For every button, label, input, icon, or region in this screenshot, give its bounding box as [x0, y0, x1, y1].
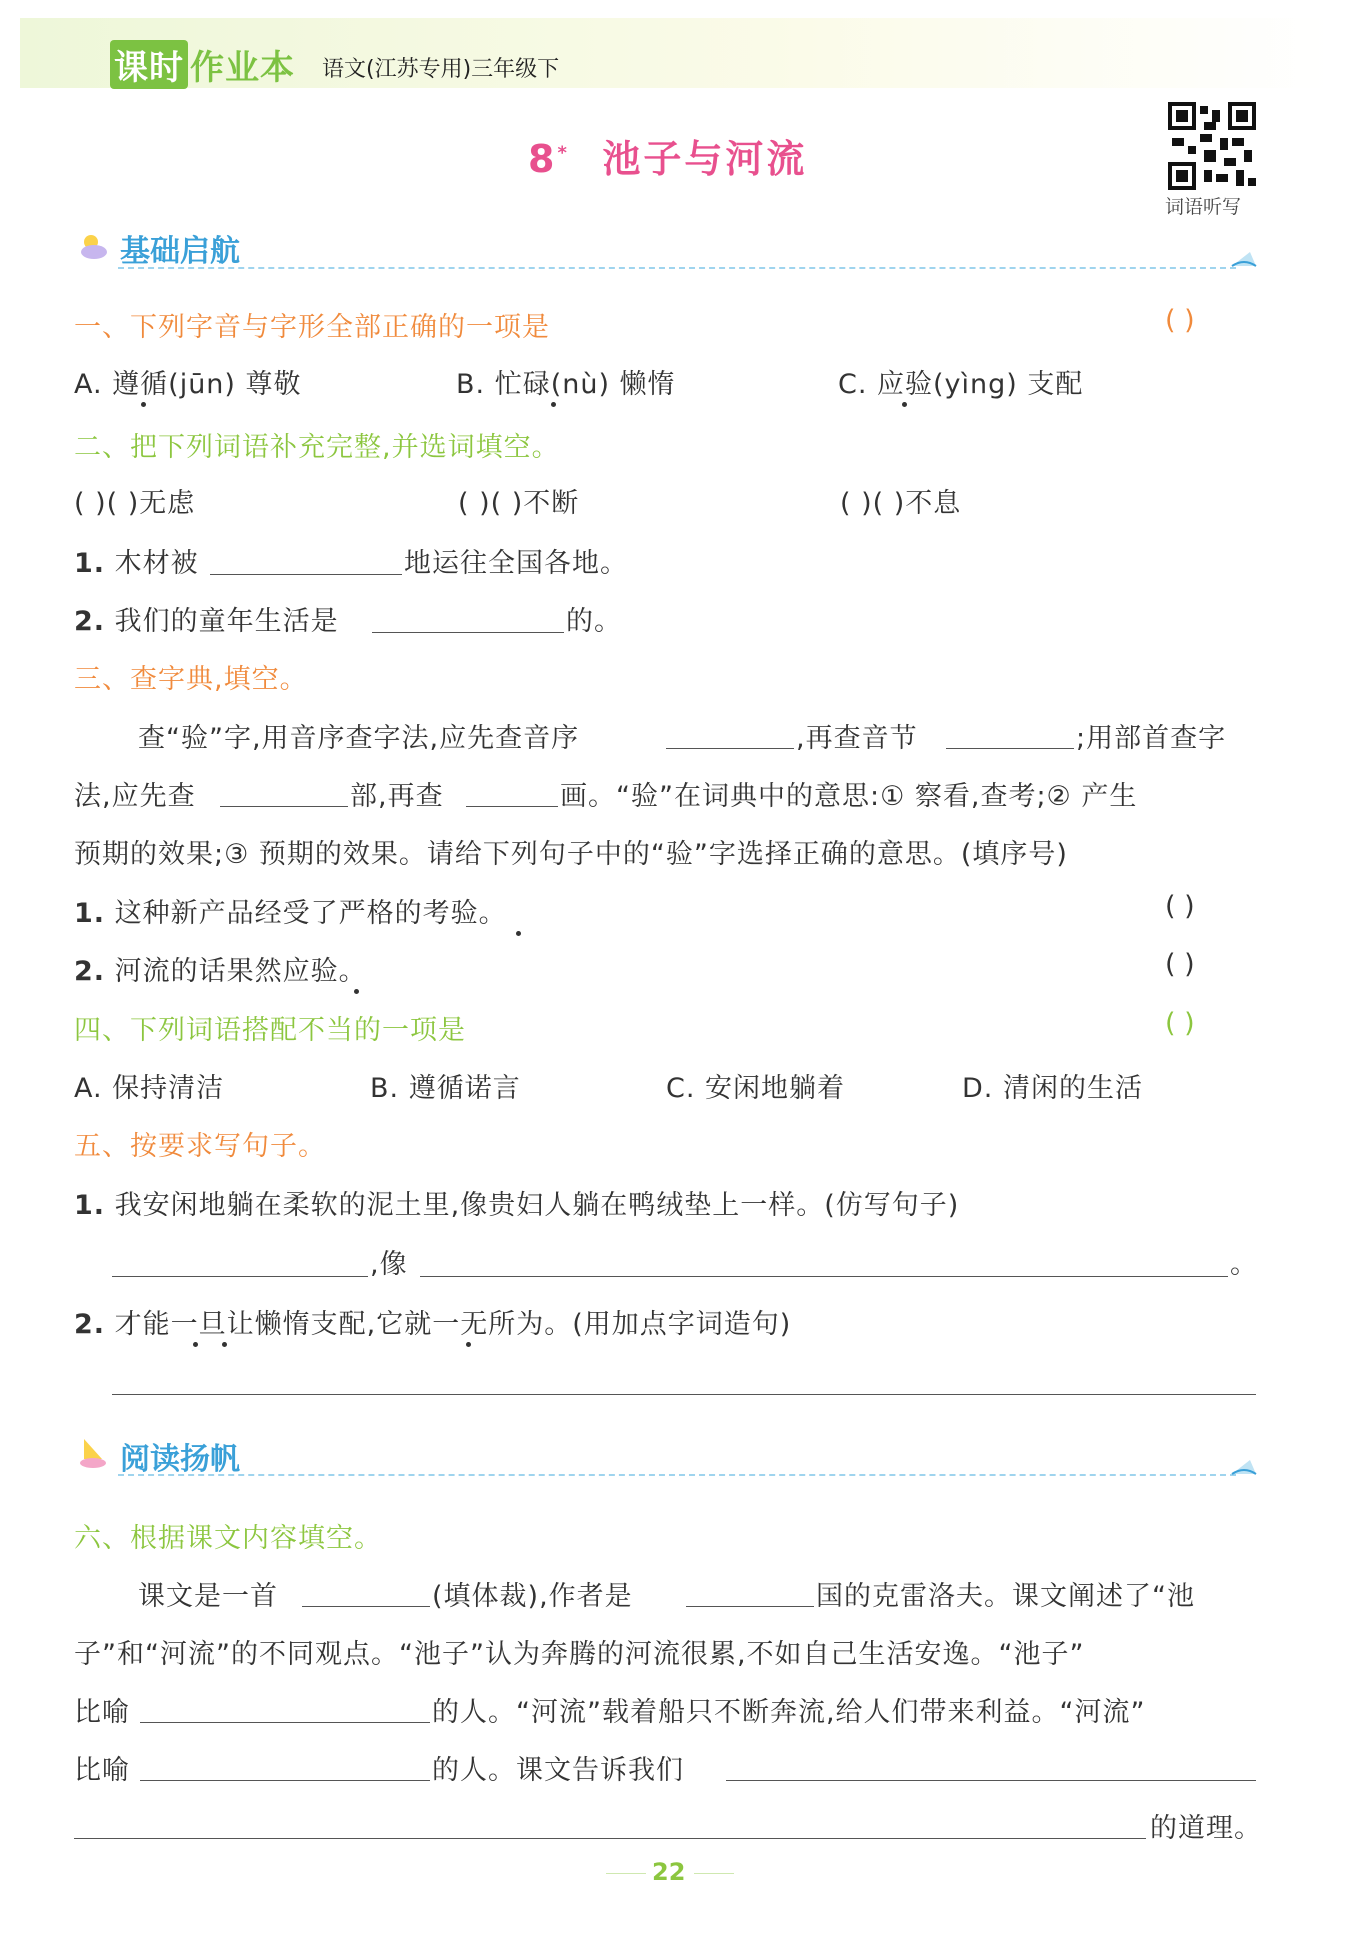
q6-line-5: 的道理。: [1150, 1813, 1262, 1844]
page-number-rule: [606, 1873, 646, 1874]
sentence-text: 才能一旦让懒惰支配,它就一无所为。(用加点字词造句): [114, 1309, 792, 1340]
q6-blank-lesson-a[interactable]: [726, 1780, 1256, 1781]
lesson-name: 池子与河流: [602, 137, 808, 181]
q3-answer-paren-2[interactable]: ( ): [1165, 949, 1195, 980]
q2-word-3[interactable]: ( )( )不息: [840, 488, 962, 519]
lesson-title: [528, 128, 807, 183]
q1-option-b: B. 忙碌(nù) 懒惰: [456, 369, 676, 400]
q5-blank-2[interactable]: [112, 1394, 1256, 1395]
qr-code-icon[interactable]: [1168, 102, 1256, 190]
emphasis-dot: [141, 402, 146, 407]
q3-answer-paren-1[interactable]: ( ): [1165, 891, 1195, 922]
q2-blank-2[interactable]: [372, 632, 564, 633]
item-number: 1.: [74, 898, 106, 929]
q1-option-a: A. 遵循(jūn) 尊敬: [74, 369, 302, 400]
q6-blank-genre[interactable]: [302, 1606, 430, 1607]
q3-line-2c: 画。“验”在词典中的意思:① 察看,查考;② 产生: [560, 781, 1138, 812]
q4-option-a: A. 保持清洁: [74, 1073, 225, 1104]
q5-sentence-1: [74, 1183, 959, 1222]
q6-blank-pool[interactable]: [140, 1722, 430, 1723]
sentence-text: 我们的童年生活是: [114, 606, 339, 637]
section-basic-title: 基础启航: [120, 234, 240, 269]
q3-blank-letter[interactable]: [666, 748, 794, 749]
section-divider: [118, 267, 1236, 269]
item-number: 2.: [74, 956, 106, 987]
q3-line-2a: 法,应先查: [74, 781, 196, 812]
q1-option-c: C. 应验(yìng) 支配: [838, 369, 1084, 400]
q6-blank-lesson-b[interactable]: [74, 1838, 1146, 1839]
q2-sentence-2-end: 的。: [566, 606, 622, 637]
item-number: 2.: [74, 606, 106, 637]
q4-option-d: D. 清闲的生活: [962, 1073, 1143, 1104]
emphasis-dot: [902, 402, 907, 407]
q4-title: 四、下列词语搭配不当的一项是: [74, 1015, 466, 1046]
q6-blank-country[interactable]: [686, 1606, 814, 1607]
q1-title: 一、下列字音与字形全部正确的一项是: [74, 312, 550, 343]
item-number: 1.: [74, 1190, 106, 1221]
sun-cloud-icon: [76, 228, 110, 262]
q6-line-3a: 比喻: [74, 1697, 130, 1728]
q3-line-1c: ;用部首查字: [1076, 723, 1227, 754]
q6-line-1a: 课文是一首: [138, 1581, 278, 1612]
q3-blank-syllable[interactable]: [946, 748, 1074, 749]
q6-line-3b: 的人。“河流”载着船只不断奔流,给人们带来利益。“河流”: [432, 1697, 1146, 1728]
sail-icon: [1230, 244, 1258, 270]
q2-sentence-1: [74, 541, 199, 580]
q4-option-c: C. 安闲地躺着: [666, 1073, 846, 1104]
emphasis-dot: [516, 931, 521, 936]
q5-period: 。: [1230, 1249, 1258, 1280]
page-number-rule: [694, 1873, 734, 1874]
q5-blank-1a[interactable]: [112, 1276, 368, 1277]
q1-answer-paren[interactable]: ( ): [1165, 305, 1195, 336]
brand-text: 作业本: [190, 48, 295, 88]
q2-word-1[interactable]: ( )( )无虑: [74, 488, 196, 519]
q5-like: ,像: [370, 1249, 408, 1280]
q3-line-1b: ,再查音节: [796, 723, 918, 754]
q2-sentence-2: [74, 599, 339, 638]
section-divider: [118, 1474, 1236, 1476]
sentence-text: 河流的话果然应验。: [114, 956, 367, 987]
qr-label: 词语听写: [1165, 196, 1242, 218]
emphasis-dot: [466, 1342, 471, 1347]
sentence-text: 我安闲地躺在柔软的泥土里,像贵妇人躺在鸭绒垫上一样。(仿写句子): [114, 1190, 960, 1221]
q2-title: 二、把下列词语补充完整,并选词填空。: [74, 432, 560, 463]
q3-line-2b: 部,再查: [350, 781, 444, 812]
emphasis-dot: [193, 1342, 198, 1347]
q5-blank-1b[interactable]: [420, 1276, 1228, 1277]
q2-word-2[interactable]: ( )( )不断: [458, 488, 580, 519]
lesson-star: *: [557, 142, 570, 164]
page-number: 22: [652, 1858, 686, 1886]
q6-line-1b: (填体裁),作者是: [432, 1581, 633, 1612]
item-number: 1.: [74, 548, 106, 579]
emphasis-dot: [354, 989, 359, 994]
q4-answer-paren[interactable]: ( ): [1165, 1008, 1195, 1039]
q6-blank-river[interactable]: [140, 1780, 430, 1781]
sentence-text: 木材被: [114, 548, 199, 579]
emphasis-dot: [551, 402, 556, 407]
subject-label: 语文(江苏专用)三年级下: [322, 57, 560, 82]
q6-line-2: 子”和“河流”的不同观点。“池子”认为奔腾的河流很累,不如自己生活安逸。“池子”: [74, 1639, 1085, 1670]
q3-title: 三、查字典,填空。: [74, 664, 308, 695]
q5-sentence-2: [74, 1302, 791, 1341]
q6-line-4a: 比喻: [74, 1755, 130, 1786]
q2-blank-1[interactable]: [210, 574, 402, 575]
section-reading-title: 阅读扬帆: [120, 1442, 240, 1477]
q3-blank-strokes[interactable]: [466, 806, 558, 807]
sail-icon: [1230, 1452, 1258, 1478]
sentence-text: 这种新产品经受了严格的考验。: [114, 898, 507, 929]
q3-blank-radical[interactable]: [220, 806, 348, 807]
q3-line-3: 预期的效果;③ 预期的效果。请给下列句子中的“验”字选择正确的意思。(填序号): [74, 839, 1068, 870]
sailboat-icon: [76, 1435, 110, 1469]
lesson-number: 8: [528, 137, 558, 181]
q3-line-1a: 查“验”字,用音序查字法,应先查音序: [138, 723, 580, 754]
emphasis-dot: [222, 1342, 227, 1347]
q5-title: 五、按要求写句子。: [74, 1131, 326, 1162]
q6-title: 六、根据课文内容填空。: [74, 1523, 382, 1554]
q3-sentence-1: [74, 891, 507, 930]
brand-logo: [110, 40, 295, 89]
q2-sentence-1-end: 地运往全国各地。: [404, 548, 628, 579]
item-number: 2.: [74, 1309, 106, 1340]
q3-sentence-2: [74, 949, 367, 988]
q6-line-1c: 国的克雷洛夫。课文阐述了“池: [816, 1581, 1195, 1612]
q6-line-4b: 的人。课文告诉我们: [432, 1755, 684, 1786]
brand-box: 课时: [110, 40, 188, 89]
q4-option-b: B. 遵循诺言: [370, 1073, 521, 1104]
